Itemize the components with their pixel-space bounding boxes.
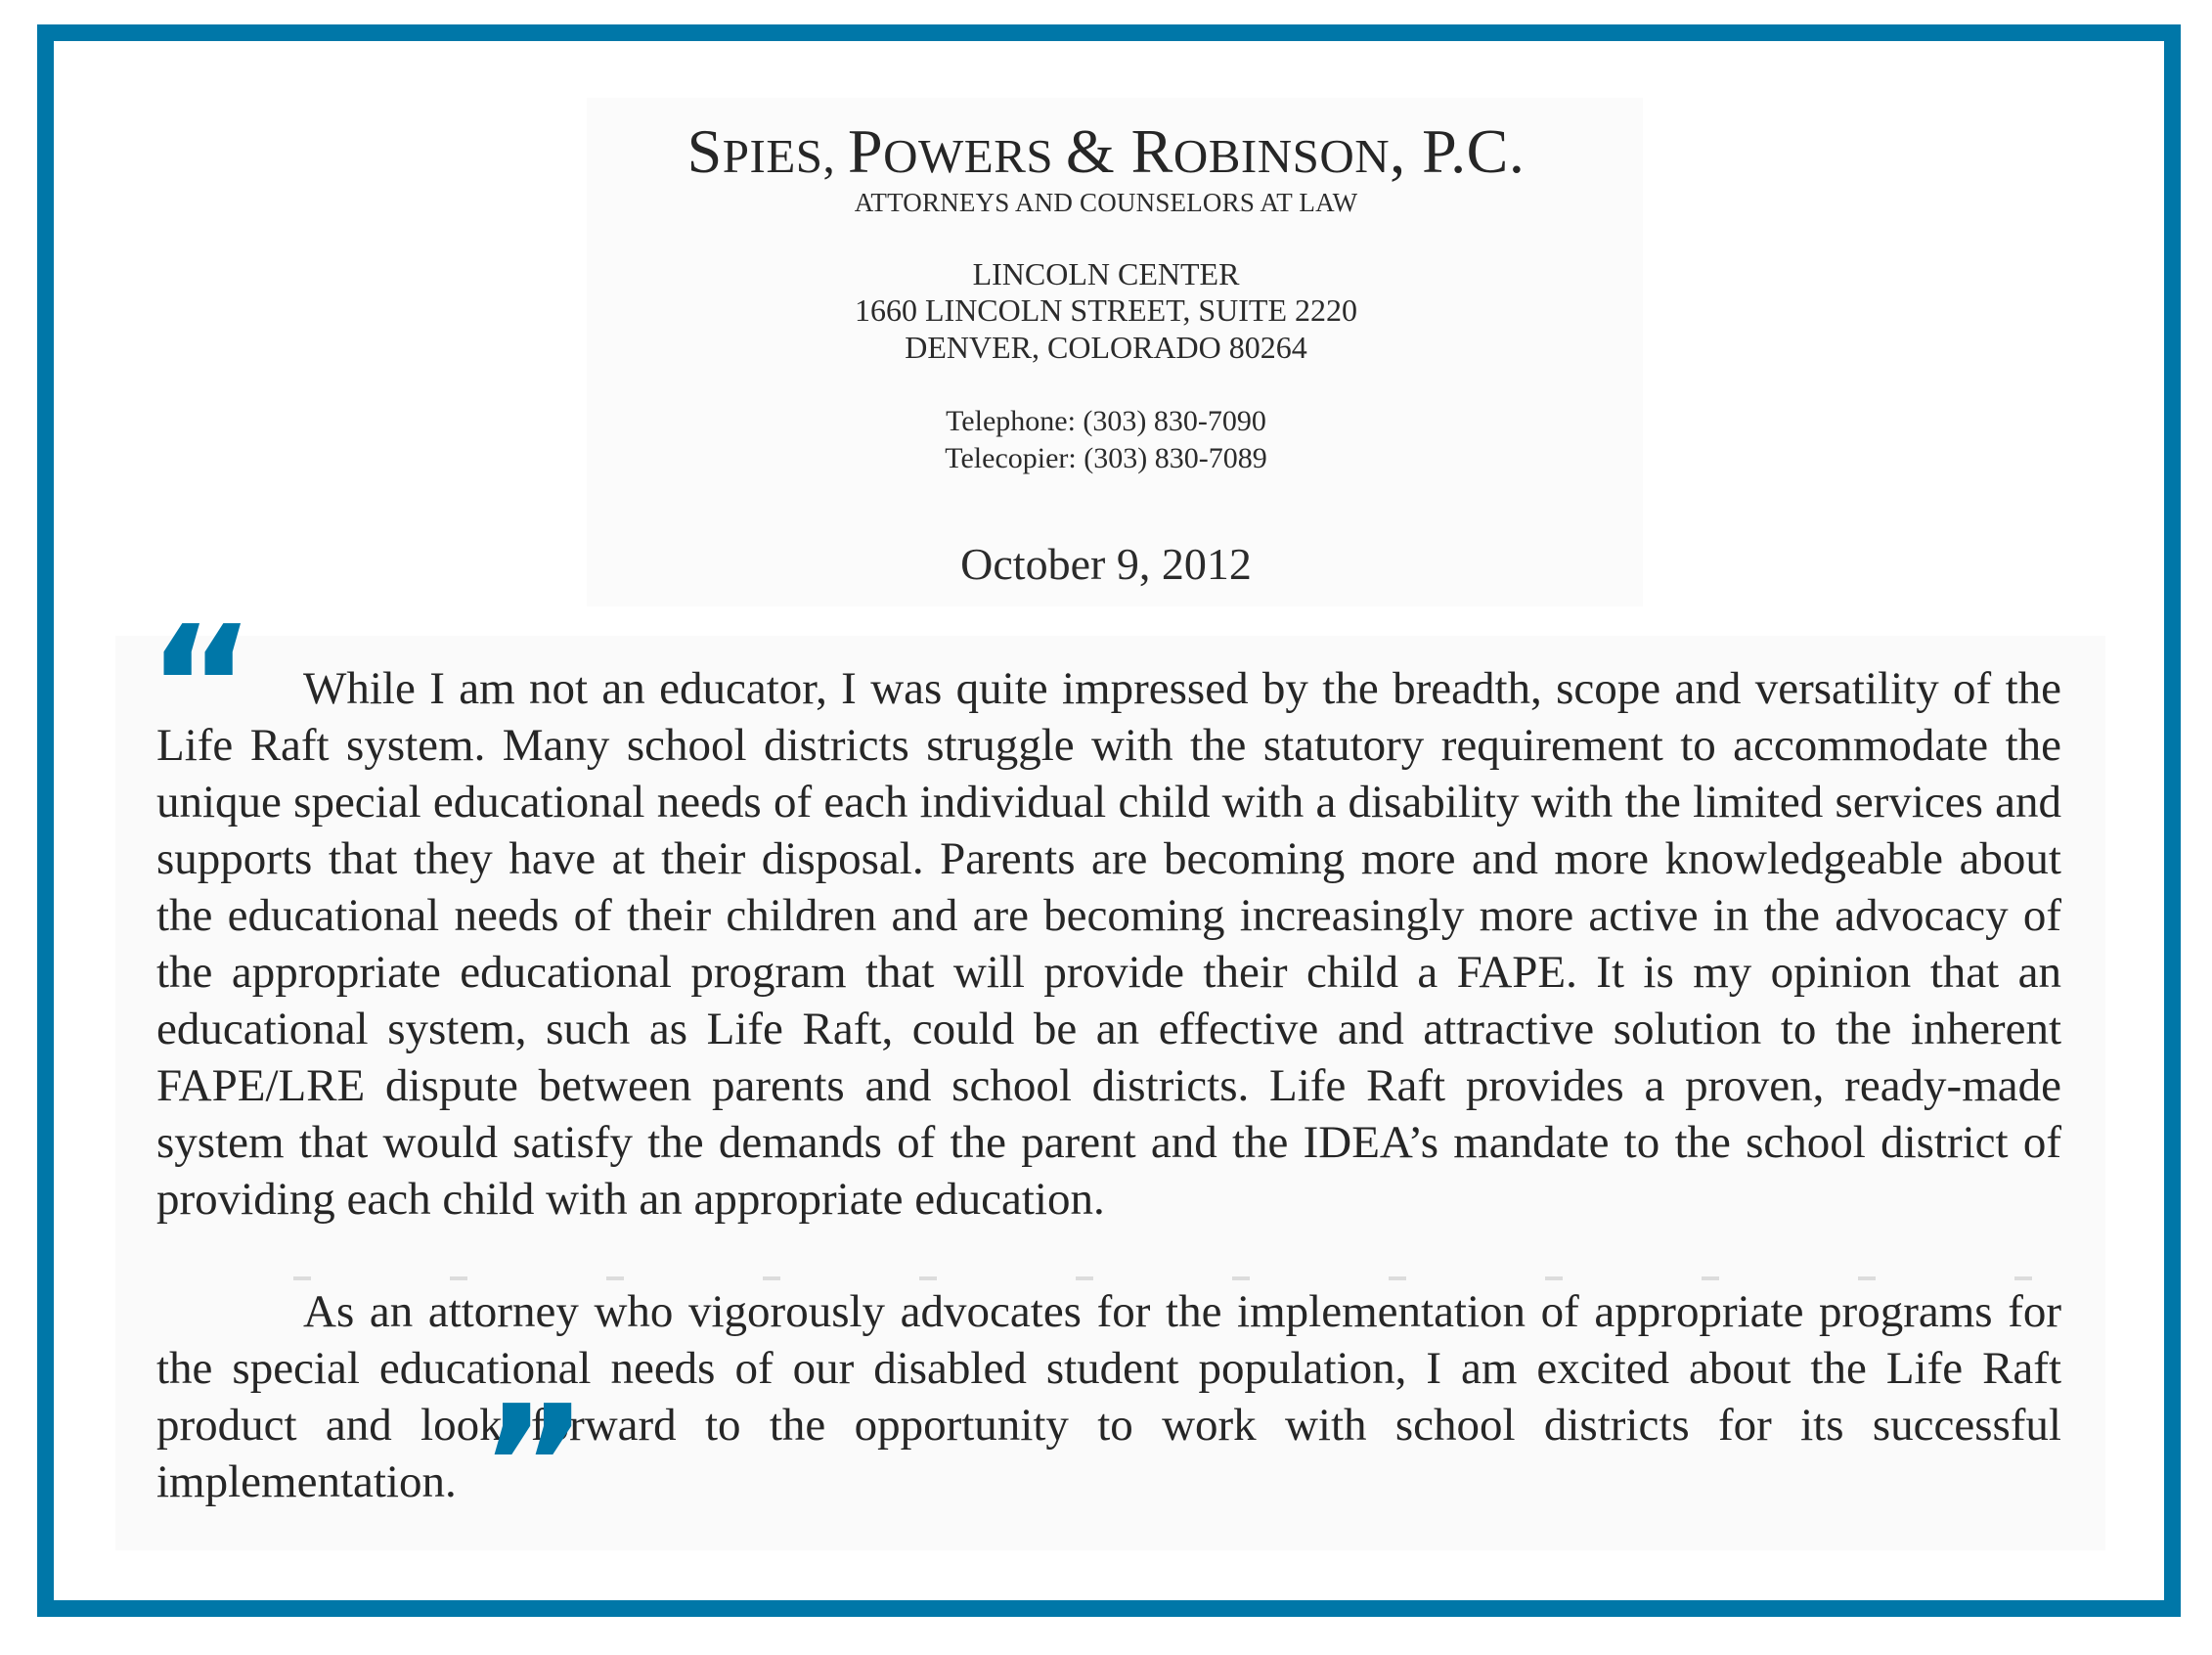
firm-name-p: POWERS (848, 116, 1066, 186)
left-double-quote-icon: “ (147, 591, 256, 784)
paragraph-2-text: As an attorney who vigorously advocates for the implementation of appropriate programs for the special educational needs of our disabled student population, I am excited about the Life Raft product and look forward to the opportunity to work with school districts for its successful implementation. (156, 1286, 2061, 1507)
address-line-city: DENVER, COLORADO 80264 (905, 330, 1307, 365)
right-double-quote-icon: ” (479, 1370, 589, 1564)
address-line-building: LINCOLN CENTER (972, 256, 1240, 291)
address-line-street: 1660 LINCOLN STREET, SUITE 2220 (854, 292, 1358, 328)
testimonial-paragraph-1 (156, 660, 2061, 1228)
firm-name (0, 115, 2212, 188)
paragraph-1-text: While I am not an educator, I was quite impressed by the breadth, scope and versatility of the Life Raft system. Many school districts struggle with the statutory requirement to accommodate the unique special educational needs of each individual child with a disability with the limited services and supports that they have at their disposal. Parents are becoming more and more knowledgeable about the educational needs of their children and are becoming increasingly more active in the advocacy of the appropriate educational program that will provide their child a FAPE. It is my opinion that an educational system, such as Life Raft, could be an effective and attractive solution to the inherent FAPE/LRE dispute between parents and school districts. Life Raft provides a proven, ready-made system that would satisfy the demands of the parent and the IDEA’s mandate to the school district of providing each child with an appropriate education. (156, 663, 2061, 1225)
firm-name-amp: & (1065, 116, 1131, 186)
testimonial-paragraph-2 (156, 1283, 2061, 1510)
telephone-number: Telephone: (303) 830-7090 (946, 405, 1266, 437)
firm-name-s: SPIES, (686, 116, 849, 186)
letter-date: October 9, 2012 (960, 539, 1252, 589)
firm-name-r: ROBINSON (1130, 116, 1391, 186)
firm-tagline: ATTORNEYS AND COUNSELORS AT LAW (854, 188, 1358, 217)
firm-name-pc: , P.C. (1390, 116, 1526, 186)
scan-artifact-line (293, 1276, 2054, 1280)
telecopier-number: Telecopier: (303) 830-7089 (945, 442, 1267, 474)
